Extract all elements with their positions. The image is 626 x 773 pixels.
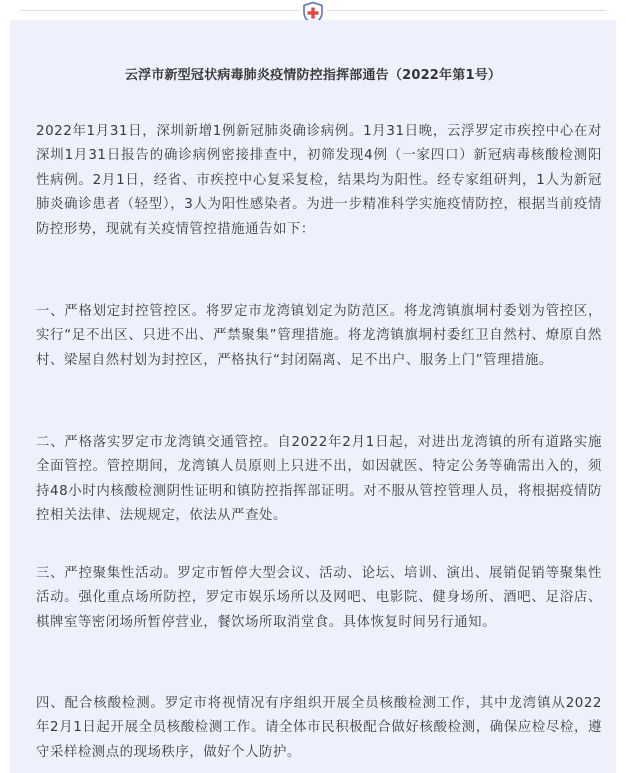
notice-title: 云浮市新型冠状病毒肺炎疫情防控指挥部通告（2022年第1号）: [124, 68, 502, 83]
notice-item-4-paragraph: 四、配合核酸检测。罗定市将视情况有序组织开展全员核酸检测工作，其中龙湾镇从2022年2月1日起开展全员核酸检测工作。请全体市民积极配合做好核酸检测，确保应检尽检，遵守采样检测点的现场秩序，做好个人防护。: [36, 696, 602, 760]
notice-item-1-paragraph: 一、严格划定封控管控区。将罗定市龙湾镇划定为防范区。将龙湾镇旗垌村委划为管控区，实行“足不出区、只进不出、严禁聚集”管理措施。将龙湾镇旗垌村委红卫自然村、燎原自然村、梁屋自然村划为封控区，严格执行“封闭隔离、足不出户、服务上门”管理措施。: [36, 304, 602, 368]
notice-item-3-paragraph: 三、严控聚集性活动。罗定市暂停大型会议、活动、论坛、培训、演出、展销促销等聚集性活动。强化重点场所防控，罗定市娱乐场所以及网吧、电影院、健身场所、酒吧、足浴店、棋牌室等密闭场所暂停营业，餐饮场所取消堂食。具体恢复时间另行通知。: [36, 566, 602, 630]
notice-intro-paragraph: 2022年1月31日，深圳新增1例新冠肺炎确诊病例。1月31日晚，云浮罗定市疾控中心在对深圳1月31日报告的确诊病例密接排查中，初筛发现4例（一家四口）新冠病毒核酸检测阳性病例。2月1日，经省、市疾控中心复采复检，结果均为阳性。经专家组研判，1人为新冠肺炎确诊患者（轻型），3人为阳性感染者。为进一步精准科学实施疫情防控，根据当前疫情防控形势，现就有关疫情管控措施通告如下：: [36, 124, 602, 237]
notice-card: [10, 20, 616, 773]
notice-item-2-paragraph: 二、严格落实罗定市龙湾镇交通管控。自2022年2月1日起，对进出龙湾镇的所有道路实施全面管控。管控期间，龙湾镇人员原则上只进不出，如因就医、特定公务等确需出入的，须持48小时内核酸检测阴性证明和镇防控指挥部证明。对不服从管控管理人员，将根据疫情防控相关法律、法规规定，依法从严查处。: [36, 435, 602, 524]
